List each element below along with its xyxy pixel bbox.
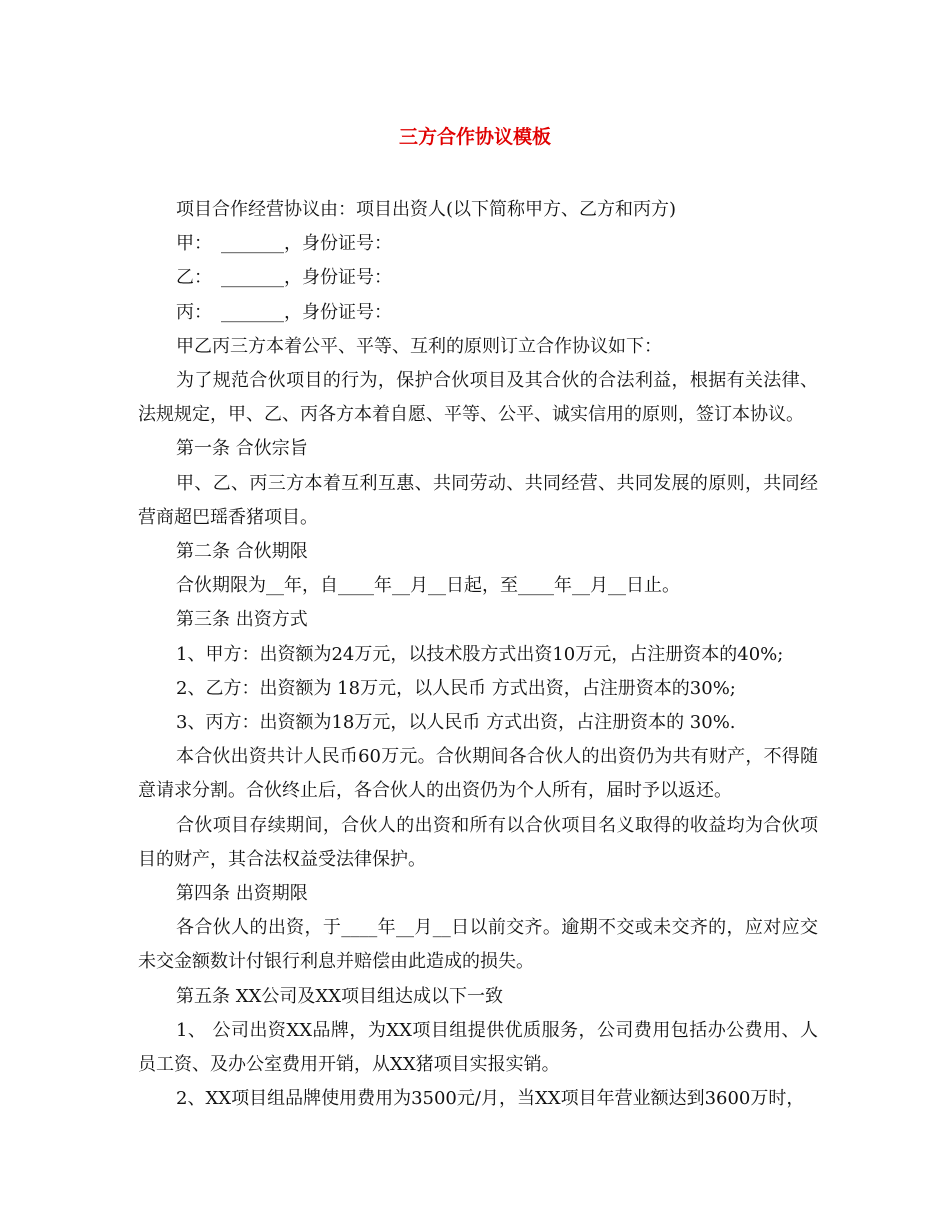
article-3-item-b: 2、乙方：出资额为 18万元，以人民币 方式出资，占注册资本的30%; xyxy=(176,677,736,699)
article-2-heading: 第二条 合伙期限 xyxy=(176,541,308,563)
document-title: 三方合作协议模板 xyxy=(398,126,551,148)
article-3-item-a: 1、甲方：出资额为24万元，以技术股方式出资10万元，占注册资本的40%; xyxy=(176,643,784,665)
document-body xyxy=(138,193,818,1116)
article-1-text: 甲、乙、丙三方本着互利互惠、共同劳动、共同经营、共同发展的原则，共同经营商超巴瑶香猪项目。 xyxy=(138,472,818,528)
article-5-item-1: 1、 公司出资XX品牌，为XX项目组提供优质服务，公司费用包括办公费用、人员工资、及办公室费用开销，从XX猪项目实报实销。 xyxy=(138,1019,818,1076)
agreement-intro-line: 甲乙丙三方本着公平、平等、互利的原则订立合作协议如下： xyxy=(176,335,662,357)
article-1-heading: 第一条 合伙宗旨 xyxy=(176,438,308,460)
article-3-property: 合伙项目存续期间，合伙人的出资和所有以合伙项目名义取得的收益均为合伙项目的财产，其合法权益受法律保护。 xyxy=(138,814,818,870)
article-3-heading: 第三条 出资方式 xyxy=(176,609,308,631)
purpose-paragraph: 为了规范合伙项目的行为，保护合伙项目及其合伙的合法利益，根据有关法律、法规规定，甲、乙、丙各方本着自愿、平等、公平、诚实信用的原则，签订本协议。 xyxy=(138,370,818,426)
party-c-line: 丙： _______，身份证号： xyxy=(176,301,392,323)
article-2-text: 合伙期限为__年，自____年__月__日起，至____年__月__日止。 xyxy=(176,575,680,597)
article-5-heading: 第五条 XX公司及XX项目组达成以下一致 xyxy=(176,985,503,1007)
article-5-item-2: 2、XX项目组品牌使用费用为3500元/月，当XX项目年营业额达到3600万时， xyxy=(176,1088,805,1110)
intro-line: 项目合作经营协议由：项目出资人(以下简称甲方、乙方和丙方) xyxy=(176,199,677,220)
article-3-item-c: 3、丙方：出资额为18万元，以人民币 方式出资，占注册资本的 30%. xyxy=(176,712,736,734)
article-4-heading: 第四条 出资期限 xyxy=(176,883,308,905)
party-b-line: 乙： _______，身份证号： xyxy=(176,267,392,289)
party-a-line: 甲： _______，身份证号： xyxy=(176,233,392,255)
article-3-total: 本合伙出资共计人民币60万元。合伙期间各合伙人的出资仍为共有财产，不得随意请求分割。合伙终止后，各合伙人的出资仍为个人所有，届时予以返还。 xyxy=(138,746,818,802)
article-4-text: 各合伙人的出资，于____年__月__日以前交齐。逾期不交或未交齐的，应对应交未交金额数计付银行利息并赔偿由此造成的损失。 xyxy=(138,917,818,973)
